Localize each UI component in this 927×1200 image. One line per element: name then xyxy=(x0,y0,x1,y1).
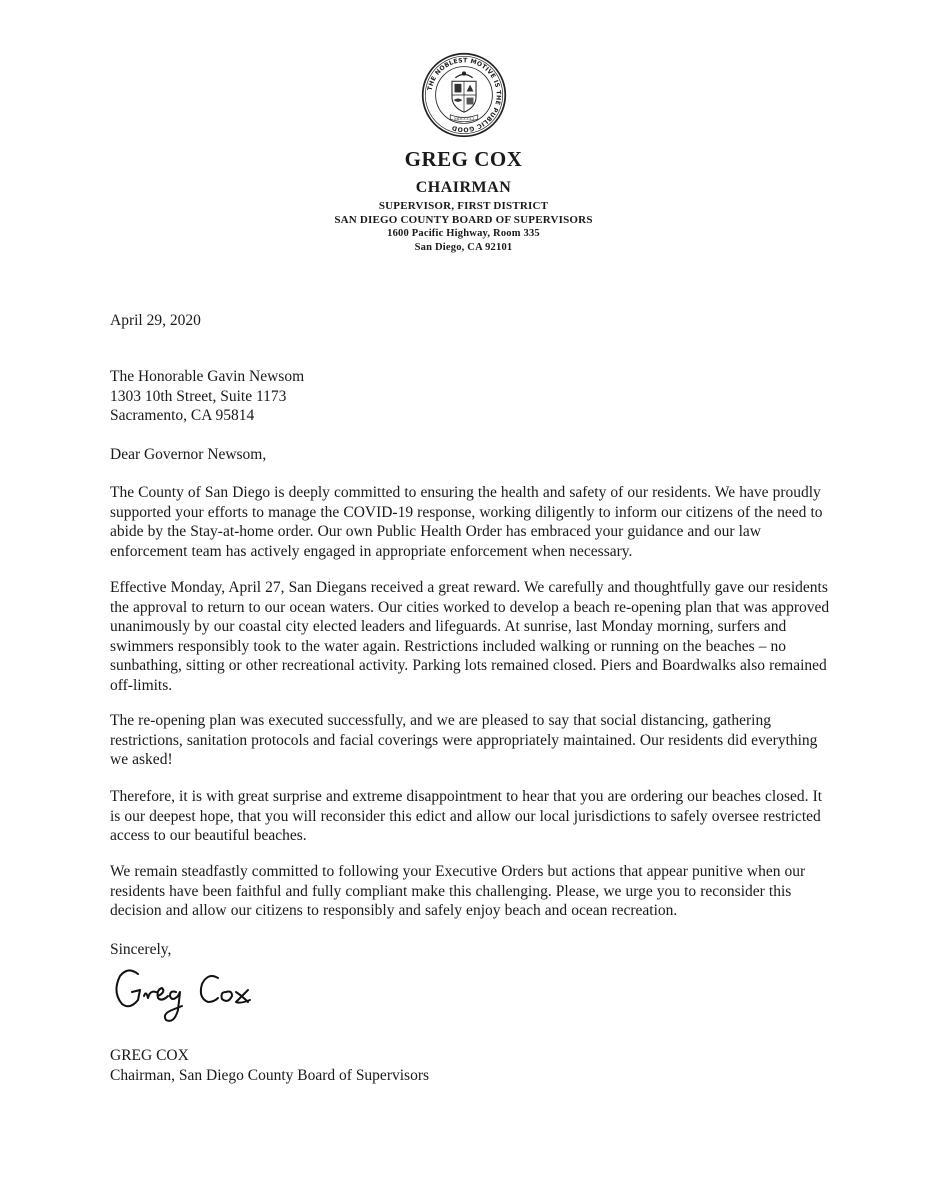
body-paragraph-1: The County of San Diego is deeply committed to ensuring the health and safety of our residents. We have proudly supported your efforts to manage the COVID-19 response, working diligently to inform our citizens of the need to abide by the Stay-at-home order. Our own Public Health Order has embraced your guidance and our law enforcement team has actively engaged in appropriate enforcement when necessary. xyxy=(110,484,823,560)
letterhead-district: SUPERVISOR, FIRST DISTRICT xyxy=(378,200,549,212)
body-paragraph-2: Effective Monday, April 27, San Diegans received a great reward. We carefully and thoughtfully gave our residents the approval to return to our ocean waters. Our cities worked to develop a beach re-opening plan that was approved unanimously by our coastal city elected leaders and lifeguards. At sunrise, last Monday morning, surfers and swimmers responsibly took to the water again. Restrictions included walking or running on the beaches – no sunbathing, sitting or other recreational activity. Parking lots remained closed. Piers and Boardwalks also remained off-limits. xyxy=(110,579,830,694)
letterhead-title: CHAIRMAN xyxy=(415,179,512,196)
recipient-block xyxy=(110,367,830,426)
body-paragraph-3: The re-opening plan was executed successfully, and we are pleased to say that social distancing, gathering restrictions, sanitation protocols and facial coverings were appropriately maintained. Our residents did everything we asked! xyxy=(110,712,818,768)
letter-date: April 29, 2020 xyxy=(110,312,201,329)
letterhead-board: SAN DIEGO COUNTY BOARD OF SUPERVISORS xyxy=(334,214,593,226)
body-paragraph-5: We remain steadfastly committed to following your Executive Orders but actions that appear punitive when our residents have been faithful and fully compliant make this challenging. Please, we urge you to reconsider this decision and allow our citizens to responsibly and safely enjoy beach and ocean recreation. xyxy=(110,863,806,919)
letterhead-address-line2: San Diego, CA 92101 xyxy=(414,242,513,253)
seal-motto: THE NOBLEST MOTIVE IS THE PUBLIC GOOD xyxy=(426,57,502,133)
handwritten-signature xyxy=(110,962,270,1032)
signer-title: Chairman, San Diego County Board of Supervisors xyxy=(110,1067,430,1084)
recipient-street: 1303 10th Street, Suite 1173 xyxy=(110,387,287,405)
salutation: Dear Governor Newsom, xyxy=(110,446,267,463)
county-seal-icon xyxy=(421,52,507,138)
body-paragraph-4: Therefore, it is with great surprise and extreme disappointment to hear that you are ordering our beaches closed. It is our deepest hope, that you will reconsider this edict and allow our local jurisdictions to safely oversee restricted access to our beautiful beaches. xyxy=(110,788,823,844)
letterhead-name: GREG COX xyxy=(404,147,523,171)
closing: Sincerely, xyxy=(110,941,172,958)
recipient-city: Sacramento, CA 95814 xyxy=(110,407,255,424)
seal-year: MDCCCLI xyxy=(454,115,474,121)
letterhead-address-line1: 1600 Pacific Highway, Room 335 xyxy=(387,228,540,239)
signer-name: GREG COX xyxy=(110,1047,189,1064)
recipient-name: The Honorable Gavin Newsom xyxy=(110,368,305,385)
